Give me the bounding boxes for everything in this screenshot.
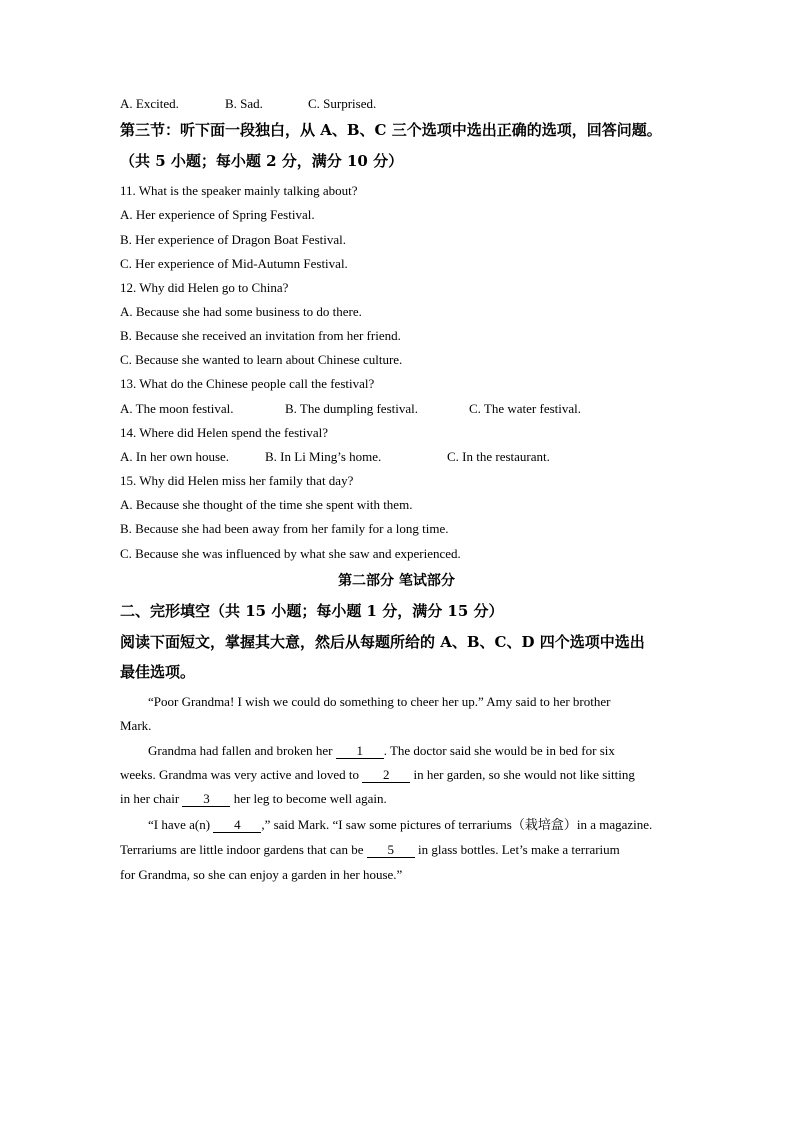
q11-stem: 11. What is the speaker mainly talking about?	[120, 183, 358, 198]
q10-option-a: A. Excited.	[120, 96, 179, 111]
passage-text: ,” said Mark. “I saw some pictures of terrariums（栽培盒）in a magazine.	[261, 817, 653, 832]
blank-3: 3	[182, 792, 230, 807]
passage-text: Grandma had fallen and broken her	[148, 743, 333, 758]
q15-option-b: B. Because she had been away from her family for a long time.	[120, 521, 449, 536]
passage-p2-line3	[120, 791, 387, 807]
q13-option-c: C. The water festival.	[469, 401, 582, 416]
q10-option-b: B. Sad.	[225, 96, 263, 111]
passage-text: . The doctor said she would be in bed for six	[383, 743, 615, 758]
passage-p3-line2	[120, 842, 620, 858]
q13-stem: 13. What do the Chinese people call the festival?	[120, 376, 375, 391]
passage-text: her leg to become well again.	[233, 791, 387, 806]
passage-text: Terrariums are little indoor gardens that can be	[120, 842, 364, 857]
q15-option-c: C. Because she was influenced by what she saw and experienced.	[120, 546, 461, 561]
passage-text: in her garden, so she would not like sitting	[413, 767, 635, 782]
section3-title: 第三节：听下面一段独白，从 A、B、C 三个选项中选出正确的选项，回答问题。	[120, 121, 662, 139]
passage-p1-line2: Mark.	[120, 718, 152, 733]
passage-text: weeks. Grandma was very active and loved to	[120, 767, 359, 782]
passage-p1-line1: “Poor Grandma! I wish we could do something to cheer her up.” Amy said to her brother	[148, 694, 611, 709]
passage-text: in her chair	[120, 791, 180, 806]
blank-2: 2	[362, 768, 410, 783]
q11-option-b: B. Her experience of Dragon Boat Festival.	[120, 232, 346, 247]
q10-option-c: C. Surprised.	[308, 96, 377, 111]
passage-p3-line1	[148, 817, 652, 833]
q11-option-a: A. Her experience of Spring Festival.	[120, 207, 315, 222]
q15-stem: 15. Why did Helen miss her family that day?	[120, 473, 354, 488]
q12-option-b: B. Because she received an invitation from her friend.	[120, 328, 401, 343]
q13-option-b: B. The dumpling festival.	[285, 401, 418, 416]
q13-option-a: A. The moon festival.	[120, 401, 234, 416]
q12-option-c: C. Because she wanted to learn about Chinese culture.	[120, 352, 403, 367]
cloze-instruction-2: 最佳选项。	[120, 663, 196, 681]
passage-p2-line1	[148, 743, 615, 759]
cloze-title: 二、完形填空（共 15 小题；每小题 1 分，满分 15 分）	[120, 602, 504, 620]
section3-scoring: （共 5 小题；每小题 2 分，满分 10 分）	[120, 152, 404, 170]
q14-option-a: A. In her own house.	[120, 449, 230, 464]
q11-option-c: C. Her experience of Mid-Autumn Festival.	[120, 256, 348, 271]
part2-title: 第二部分 笔试部分	[338, 573, 455, 589]
q15-option-a: A. Because she thought of the time she spent with them.	[120, 497, 413, 512]
q12-option-a: A. Because she had some business to do there.	[120, 304, 362, 319]
passage-p2-line2	[120, 767, 635, 783]
q12-stem: 12. Why did Helen go to China?	[120, 280, 289, 295]
q14-option-c: C. In the restaurant.	[447, 449, 550, 464]
blank-1: 1	[336, 744, 384, 759]
blank-5: 5	[367, 843, 415, 858]
cloze-instruction-1: 阅读下面短文，掌握其大意，然后从每题所给的 A、B、C、D 四个选项中选出	[120, 633, 645, 651]
blank-4: 4	[213, 818, 261, 833]
passage-text: “I have a(n)	[148, 817, 211, 832]
q14-option-b: B. In Li Ming’s home.	[265, 449, 382, 464]
passage-text: in glass bottles. Let’s make a terrarium	[417, 842, 620, 857]
q14-stem: 14. Where did Helen spend the festival?	[120, 425, 329, 440]
passage-p3-line3: for Grandma, so she can enjoy a garden in her house.”	[120, 867, 403, 882]
